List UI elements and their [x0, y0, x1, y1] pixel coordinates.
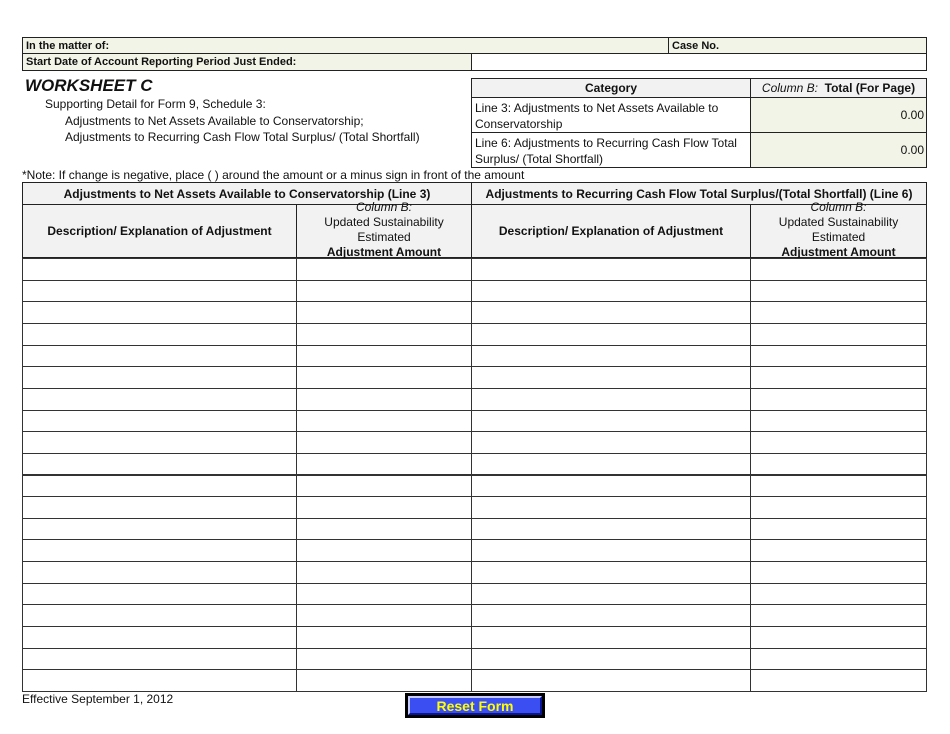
- right-amount-cell[interactable]: [750, 366, 927, 389]
- reset-form-label: Reset Form: [408, 696, 542, 715]
- right-amount-header-line-1: Column B:: [810, 199, 867, 214]
- right-amount-cell[interactable]: [750, 518, 927, 541]
- effective-date: Effective September 1, 2012: [22, 692, 174, 706]
- start-date-label: Start Date of Account Reporting Period Just Ended:: [26, 56, 297, 68]
- right-amount-cell[interactable]: [750, 648, 927, 671]
- right-amount-cell[interactable]: [750, 345, 927, 368]
- right-amount-header-line-3: Adjustment Amount: [781, 244, 896, 259]
- right-description-cell[interactable]: [471, 323, 751, 346]
- right-description-cell[interactable]: [471, 583, 751, 606]
- left-description-cell[interactable]: [22, 583, 297, 606]
- matter-label: In the matter of:: [26, 39, 110, 52]
- left-amount-header-line-3: Adjustment Amount: [326, 244, 442, 259]
- right-amount-cell[interactable]: [750, 301, 927, 324]
- case-no-label: Case No.: [672, 39, 720, 52]
- left-amount-cell[interactable]: [296, 561, 472, 584]
- right-description-cell[interactable]: [471, 669, 751, 692]
- left-description-cell[interactable]: [22, 539, 297, 562]
- total-header: [750, 78, 927, 98]
- right-description-cell[interactable]: [471, 410, 751, 433]
- right-amount-cell[interactable]: [750, 410, 927, 433]
- left-description-cell[interactable]: [22, 431, 297, 454]
- right-description-cell[interactable]: [471, 518, 751, 541]
- right-amount-cell[interactable]: [750, 388, 927, 411]
- right-amount-cell[interactable]: [750, 258, 927, 281]
- right-amount-header: [750, 199, 927, 259]
- worksheet-line-1: Adjustments to Net Assets Available to Conservatorship;: [65, 114, 364, 128]
- start-date-field[interactable]: [22, 53, 472, 71]
- total-header-italic: Column B:: [761, 81, 818, 95]
- left-description-cell[interactable]: [22, 604, 297, 627]
- right-description-cell[interactable]: [471, 626, 751, 649]
- right-amount-cell[interactable]: [750, 626, 927, 649]
- left-amount-cell[interactable]: [296, 345, 472, 368]
- right-description-cell[interactable]: [471, 604, 751, 627]
- left-amount-cell[interactable]: [296, 648, 472, 671]
- left-amount-cell[interactable]: [296, 626, 472, 649]
- right-description-cell[interactable]: [471, 280, 751, 303]
- category-header: Category: [471, 78, 751, 98]
- right-section-title: Adjustments to Recurring Cash Flow Total Surplus/(Total Shortfall) (Line 6): [471, 182, 927, 205]
- left-amount-cell[interactable]: [296, 583, 472, 606]
- note: *Note: If change is negative, place ( ) around the amount or a minus sign in front of the amount: [22, 168, 525, 182]
- left-amount-cell[interactable]: [296, 323, 472, 346]
- right-amount-cell[interactable]: [750, 280, 927, 303]
- left-description-cell[interactable]: [22, 280, 297, 303]
- right-amount-cell[interactable]: [750, 669, 927, 692]
- matter-field[interactable]: [22, 37, 669, 54]
- left-amount-header-line-1: Column B:: [355, 199, 413, 214]
- left-amount-cell[interactable]: [296, 431, 472, 454]
- right-description-cell[interactable]: [471, 496, 751, 519]
- category-line-3: Line 3: Adjustments to Net Assets Available to Conservatorship: [471, 97, 751, 133]
- right-amount-cell[interactable]: [750, 583, 927, 606]
- left-amount-cell[interactable]: [296, 366, 472, 389]
- reset-form-button[interactable]: [405, 693, 545, 718]
- left-amount-cell[interactable]: [296, 280, 472, 303]
- left-amount-cell[interactable]: [296, 301, 472, 324]
- right-description-cell[interactable]: [471, 258, 751, 281]
- left-description-cell[interactable]: [22, 345, 297, 368]
- left-amount-cell[interactable]: [296, 669, 472, 692]
- right-description-cell[interactable]: [471, 388, 751, 411]
- left-amount-cell[interactable]: [296, 604, 472, 627]
- left-section-title: Adjustments to Net Assets Available to Conservatorship (Line 3): [22, 182, 472, 205]
- total-line-6: 0.00: [750, 132, 927, 168]
- left-amount-header: [296, 199, 472, 259]
- start-date-blank: [471, 53, 927, 71]
- right-amount-cell[interactable]: [750, 496, 927, 519]
- right-description-cell[interactable]: [471, 345, 751, 368]
- right-amount-cell[interactable]: [750, 475, 927, 498]
- right-amount-cell[interactable]: [750, 604, 927, 627]
- left-description-cell[interactable]: [22, 301, 297, 324]
- left-description-cell[interactable]: [22, 258, 297, 281]
- left-desc-header: Description/ Explanation of Adjustment: [22, 204, 297, 258]
- right-amount-cell[interactable]: [750, 323, 927, 346]
- worksheet-line-2: Adjustments to Recurring Cash Flow Total Surplus/ (Total Shortfall): [65, 130, 420, 144]
- left-description-cell[interactable]: [22, 410, 297, 433]
- left-description-cell[interactable]: [22, 648, 297, 671]
- right-amount-cell[interactable]: [750, 539, 927, 562]
- right-desc-header: Description/ Explanation of Adjustment: [471, 204, 751, 258]
- right-amount-cell[interactable]: [750, 453, 927, 476]
- left-description-cell[interactable]: [22, 626, 297, 649]
- right-amount-cell[interactable]: [750, 431, 927, 454]
- right-description-cell[interactable]: [471, 648, 751, 671]
- left-description-cell[interactable]: [22, 518, 297, 541]
- left-description-cell[interactable]: [22, 475, 297, 498]
- right-description-cell[interactable]: [471, 475, 751, 498]
- category-line-6: Line 6: Adjustments to Recurring Cash Flow Total Surplus/ (Total Shortfall): [471, 132, 751, 168]
- left-description-cell[interactable]: [22, 669, 297, 692]
- right-amount-header-line-2: Updated Sustainability Estimated: [778, 214, 899, 244]
- right-description-cell[interactable]: [471, 539, 751, 562]
- right-amount-cell[interactable]: [750, 561, 927, 584]
- left-amount-cell[interactable]: [296, 453, 472, 476]
- right-description-cell[interactable]: [471, 453, 751, 476]
- left-amount-cell[interactable]: [296, 496, 472, 519]
- total-line-3: 0.00: [750, 97, 927, 133]
- right-description-cell[interactable]: [471, 561, 751, 584]
- left-description-cell[interactable]: [22, 496, 297, 519]
- left-description-cell[interactable]: [22, 453, 297, 476]
- worksheet-title: WORKSHEET C: [25, 76, 153, 95]
- left-amount-cell[interactable]: [296, 258, 472, 281]
- left-amount-cell[interactable]: [296, 475, 472, 498]
- left-amount-cell[interactable]: [296, 410, 472, 433]
- left-amount-cell[interactable]: [296, 388, 472, 411]
- left-amount-header-line-2: Updated Sustainability Estimated: [324, 214, 444, 244]
- left-description-cell[interactable]: [22, 366, 297, 389]
- right-description-cell[interactable]: [471, 366, 751, 389]
- case-no-field[interactable]: [668, 37, 927, 54]
- total-header-bold: Total (For Page): [824, 81, 916, 95]
- right-description-cell[interactable]: [471, 431, 751, 454]
- worksheet-subtitle: Supporting Detail for Form 9, Schedule 3:: [45, 97, 266, 111]
- left-amount-cell[interactable]: [296, 518, 472, 541]
- left-description-cell[interactable]: [22, 561, 297, 584]
- left-amount-cell[interactable]: [296, 539, 472, 562]
- right-description-cell[interactable]: [471, 301, 751, 324]
- left-description-cell[interactable]: [22, 388, 297, 411]
- left-description-cell[interactable]: [22, 323, 297, 346]
